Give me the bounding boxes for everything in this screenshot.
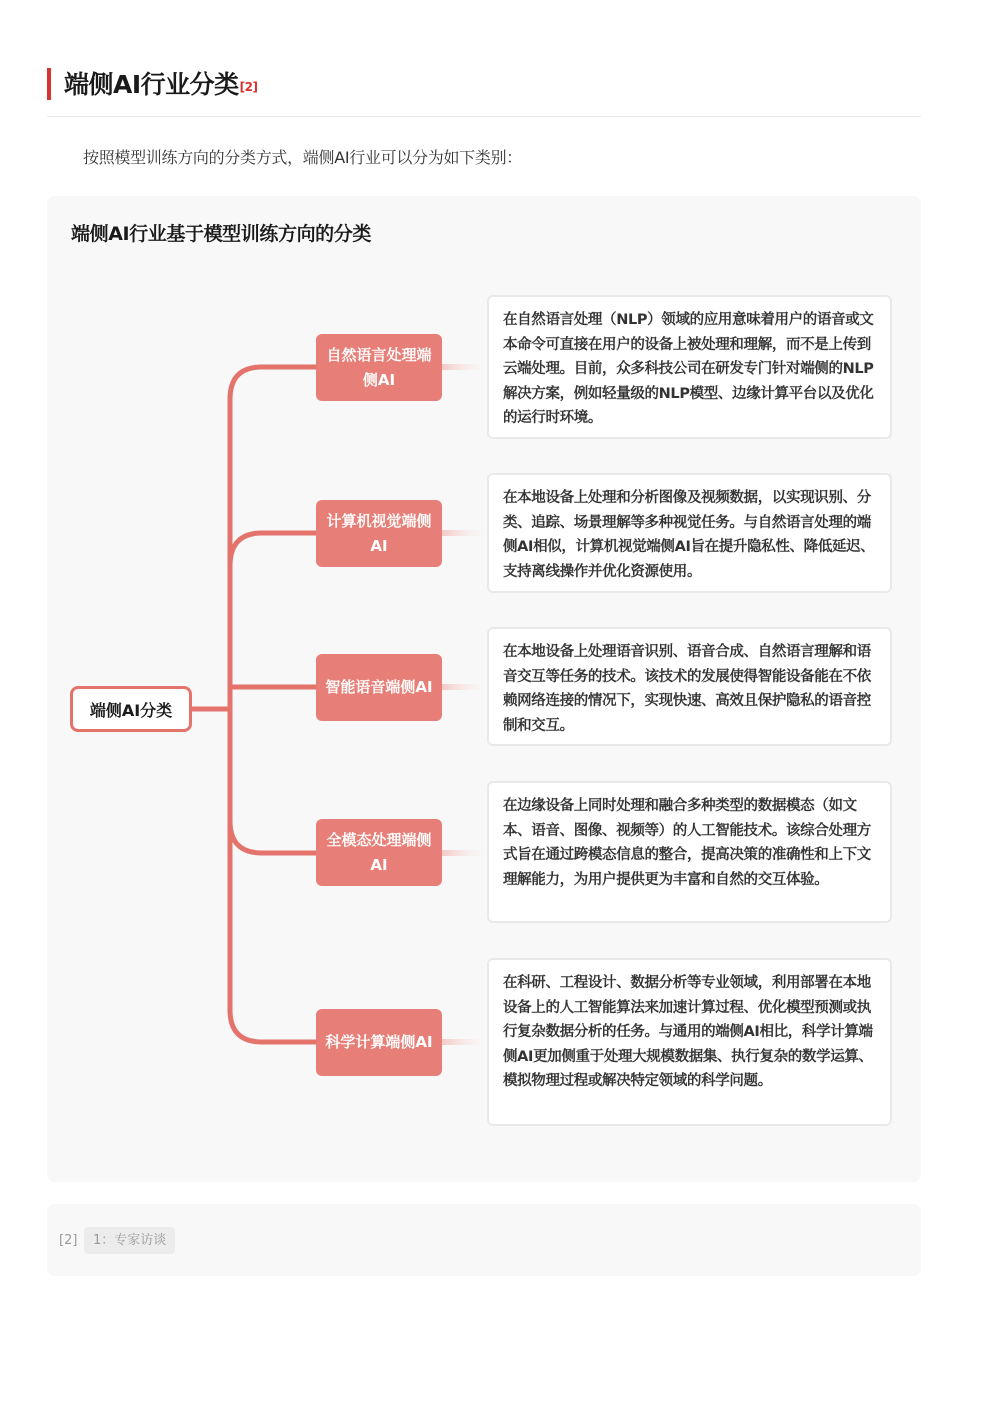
branch-node-cv: 计算机视觉端侧AI xyxy=(316,500,442,567)
desc-box-nlp: 在自然语言处理（NLP）领域的应用意味着用户的语音或文本命令可直接在用户的设备上被处理和理解，而不是上传到云端处理。目前，众多科技公司在研发专门针对端侧的NLP解决方案，例如轻量级的NLP模型、边缘计算平台以及优化的运行时环境。 xyxy=(487,295,892,439)
intro-paragraph: 按照模型训练方向的分类方式，端侧AI行业可以分为如下类别： xyxy=(83,148,522,167)
diagram-title: 端侧AI行业基于模型训练方向的分类 xyxy=(71,223,371,245)
desc-box-voice: 在本地设备上处理语音识别、语音合成、自然语言理解和语音交互等任务的技术。该技术的发展使得智能设备能在不依赖网络连接的情况下，实现快速、高效且保护隐私的语音控制和交互。 xyxy=(487,627,892,746)
connector-branch-4 xyxy=(230,821,316,853)
connector-branch-2 xyxy=(230,533,316,566)
desc-link-4 xyxy=(442,850,487,856)
branch-node-multimodal: 全模态处理端侧AI xyxy=(316,819,442,886)
root-node: 端侧AI分类 xyxy=(70,686,192,732)
title-citation-link[interactable]: [2] xyxy=(239,80,258,94)
desc-link-5 xyxy=(442,1039,487,1045)
reference-number: [2] xyxy=(59,1233,78,1248)
page-title-text: 端侧AI行业分类 xyxy=(64,70,239,99)
desc-box-multimodal: 在边缘设备上同时处理和融合多种类型的数据模态（如文本、语音、图像、视频等）的人工智能技术。该综合处理方式旨在通过跨模态信息的整合，提高决策的准确性和上下文理解能力，为用户提供更为丰富和自然的交互体验。 xyxy=(487,781,892,923)
branch-node-science: 科学计算端侧AI xyxy=(316,1009,442,1076)
branch-node-nlp: 自然语言处理端侧AI xyxy=(316,334,442,401)
desc-link-1 xyxy=(442,364,487,370)
desc-link-3 xyxy=(442,684,487,690)
reference-card xyxy=(47,1204,921,1276)
branch-node-voice: 智能语音端侧AI xyxy=(316,654,442,721)
desc-link-2 xyxy=(442,530,487,536)
desc-box-science: 在科研、工程设计、数据分析等专业领域，利用部署在本地设备上的人工智能算法来加速计算过程、优化模型预测或执行复杂数据分析的任务。与通用的端侧AI相比，科学计算端侧AI更加侧重于处理大规模数据集、执行复杂的数学运算、模拟物理过程或解决特定领域的科学问题。 xyxy=(487,958,892,1126)
desc-box-cv: 在本地设备上处理和分析图像及视频数据，以实现识别、分类、追踪、场景理解等多种视觉任务。与自然语言处理的端侧AI相似，计算机视觉端侧AI旨在提升隐私性、降低延迟、支持离线操作并优化资源使用。 xyxy=(487,473,892,593)
reference-source-tag[interactable]: 1：专家访谈 xyxy=(84,1227,175,1254)
connector-trunk xyxy=(230,367,316,1042)
